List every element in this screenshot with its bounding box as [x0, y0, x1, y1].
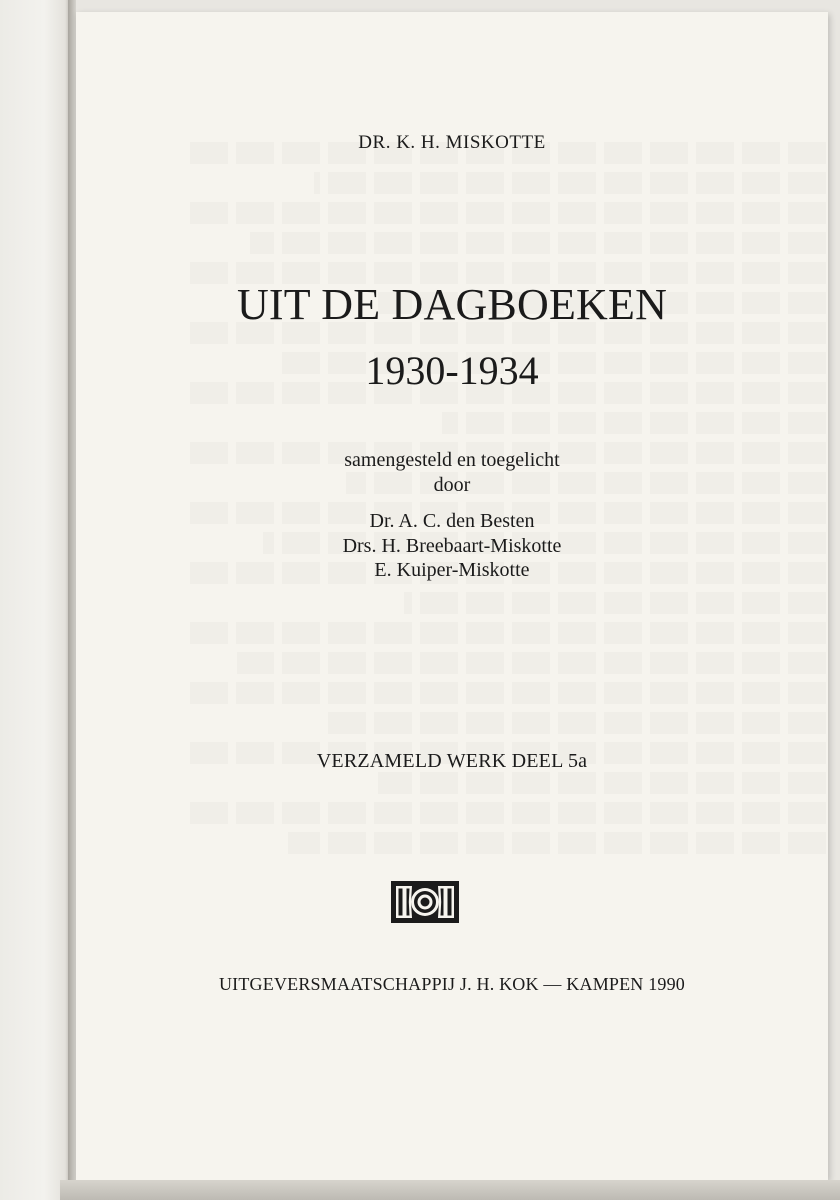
kok-publisher-logo-icon [390, 880, 460, 924]
author-name: DR. K. H. MISKOTTE [358, 132, 546, 153]
compiled-line: samengesteld en toegelicht [344, 449, 560, 471]
contributor-name: E. Kuiper-Miskotte [374, 559, 530, 581]
publisher-imprint: UITGEVERSMAATSCHAPPIJ J. H. KOK — KAMPEN 1990 [218, 974, 686, 994]
contributors-list [76, 509, 828, 583]
contributor-name: Dr. A. C. den Besten [369, 510, 535, 532]
page-edge-shadow [68, 0, 76, 1200]
series-title: VERZAMELD WERK DEEL 5a [316, 750, 588, 772]
book-binding [0, 0, 74, 1200]
book-title: UIT DE DAGBOEKEN [236, 280, 668, 329]
bleed-through-text [186, 142, 826, 1042]
by-line: door [433, 474, 471, 496]
contributor-name: Drs. H. Breebaart-Miskotte [342, 534, 562, 557]
book-bottom-edge [60, 1180, 840, 1200]
book-years: 1930-1934 [365, 348, 539, 393]
title-page [76, 12, 828, 1180]
